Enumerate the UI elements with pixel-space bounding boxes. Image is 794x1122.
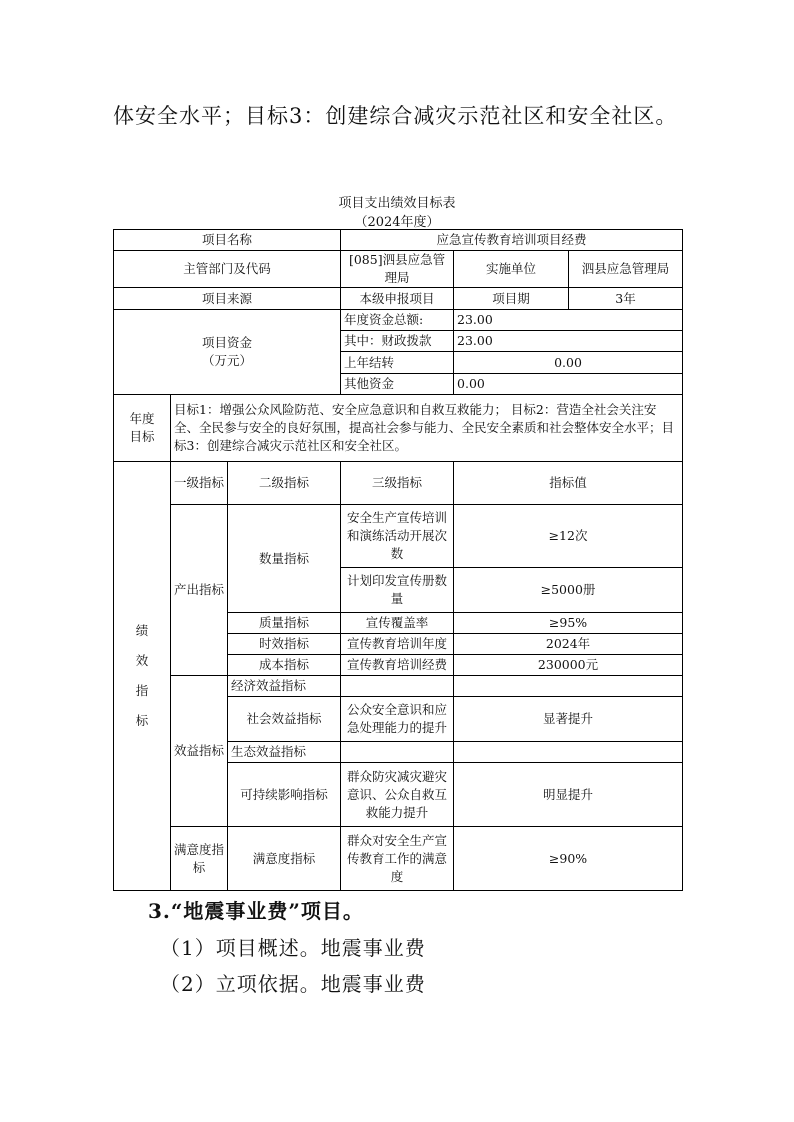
performance-indicators-label [114, 462, 171, 891]
dept-label: 主管部门及代码 [114, 251, 341, 288]
fund-carry-value: 0.00 [454, 352, 683, 374]
fund-total-label: 年度资金总额: [341, 310, 454, 331]
benefit-indicator: 效益指标 [171, 676, 228, 827]
social-benefit-name: 公众安全意识和应急处理能力的提升 [341, 697, 454, 742]
timeliness-item-value: 2024年 [454, 634, 683, 655]
annual-target-label [114, 395, 171, 462]
source-value: 本级申报项目 [341, 288, 454, 310]
economic-benefit-value [454, 676, 683, 697]
annual-target-label-line1: 年度 [129, 411, 155, 426]
table-year: （2024年度） [354, 215, 440, 230]
quality-indicator: 质量指标 [228, 613, 341, 634]
quantity-item-1-name: 安全生产宣传培训和演练活动开展次数 [341, 505, 454, 568]
social-benefit-indicator: 社会效益指标 [228, 697, 341, 742]
cost-item-name: 宣传教育培训经费 [341, 655, 454, 676]
fund-label-line1: 项目资金 [202, 335, 253, 350]
annual-target-label-line2: 目标 [129, 429, 155, 444]
economic-benefit-name [341, 676, 454, 697]
dept-value: [085]泗县应急管理局 [341, 251, 454, 288]
project-name-label: 项目名称 [114, 230, 341, 251]
perf-char-1: 绩 [135, 623, 149, 638]
fund-label [114, 310, 341, 395]
satisfaction-item-value: ≥90% [454, 827, 683, 891]
quality-item-name: 宣传覆盖率 [341, 613, 454, 634]
section-item-overview: （1）项目概述。地震事业费 [160, 936, 426, 960]
fund-other-value: 0.00 [454, 374, 683, 395]
continuation-paragraph: 体安全水平；目标3：创建综合减灾示范社区和安全社区。 [113, 104, 678, 128]
project-name-value: 应急宣传教育培训项目经费 [341, 230, 683, 251]
sustainable-impact-value: 明显提升 [454, 763, 683, 827]
impl-value: 泗县应急管理局 [569, 251, 683, 288]
fund-fiscal-label: 其中：财政拨款 [341, 331, 454, 352]
header-level2: 二级指标 [228, 462, 341, 505]
ecological-benefit-value [454, 742, 683, 763]
fund-carry-label: 上年结转 [341, 352, 454, 374]
social-benefit-value: 显著提升 [454, 697, 683, 742]
perf-char-4: 标 [135, 713, 149, 728]
fund-total-value: 23.00 [454, 310, 683, 331]
ecological-benefit-indicator: 生态效益指标 [228, 742, 341, 763]
section-heading: 3.“地震事业费”项目。 [148, 899, 364, 923]
fund-other-label: 其他资金 [341, 374, 454, 395]
satisfaction-item-name: 群众对安全生产宣传教育工作的满意度 [341, 827, 454, 891]
source-label: 项目来源 [114, 288, 341, 310]
perf-char-2: 效 [135, 653, 149, 668]
performance-target-table [113, 229, 683, 891]
period-label: 项目期 [454, 288, 569, 310]
quantity-item-2-name: 计划印发宣传册数量 [341, 568, 454, 613]
ecological-benefit-name [341, 742, 454, 763]
annual-target-text: 目标1：增强公众风险防范、安全应急意识和自救互救能力； 目标2：营造全社会关注安全、全民参与安全的良好氛围，提高社会参与能力、全民安全素质和社会整体安全水平；目标3：创建综合减灾示范社区和安全社区。 [171, 395, 683, 462]
cost-indicator: 成本指标 [228, 655, 341, 676]
timeliness-item-name: 宣传教育培训年度 [341, 634, 454, 655]
sustainable-impact-indicator: 可持续影响指标 [228, 763, 341, 827]
header-level1: 一级指标 [171, 462, 228, 505]
timeliness-indicator: 时效指标 [228, 634, 341, 655]
section-item-basis: （2）立项依据。地震事业费 [160, 972, 426, 996]
cost-item-value: 230000元 [454, 655, 683, 676]
satisfaction-indicator-l1: 满意度指标 [171, 827, 228, 891]
economic-benefit-indicator: 经济效益指标 [228, 676, 341, 697]
output-indicator: 产出指标 [171, 505, 228, 676]
header-level3: 三级指标 [341, 462, 454, 505]
quantity-item-1-value: ≥12次 [454, 505, 683, 568]
impl-label: 实施单位 [454, 251, 569, 288]
perf-char-3: 指 [135, 683, 149, 698]
period-value: 3年 [569, 288, 683, 310]
satisfaction-indicator-l2: 满意度指标 [228, 827, 341, 891]
quantity-item-2-value: ≥5000册 [454, 568, 683, 613]
fund-fiscal-value: 23.00 [454, 331, 683, 352]
quality-item-value: ≥95% [454, 613, 683, 634]
sustainable-impact-name: 群众防灾减灾避灾意识、公众自救互救能力提升 [341, 763, 454, 827]
quantity-indicator: 数量指标 [228, 505, 341, 613]
header-value: 指标值 [454, 462, 683, 505]
table-title: 项目支出绩效目标表 [338, 196, 456, 211]
fund-label-line2: （万元） [202, 353, 253, 368]
